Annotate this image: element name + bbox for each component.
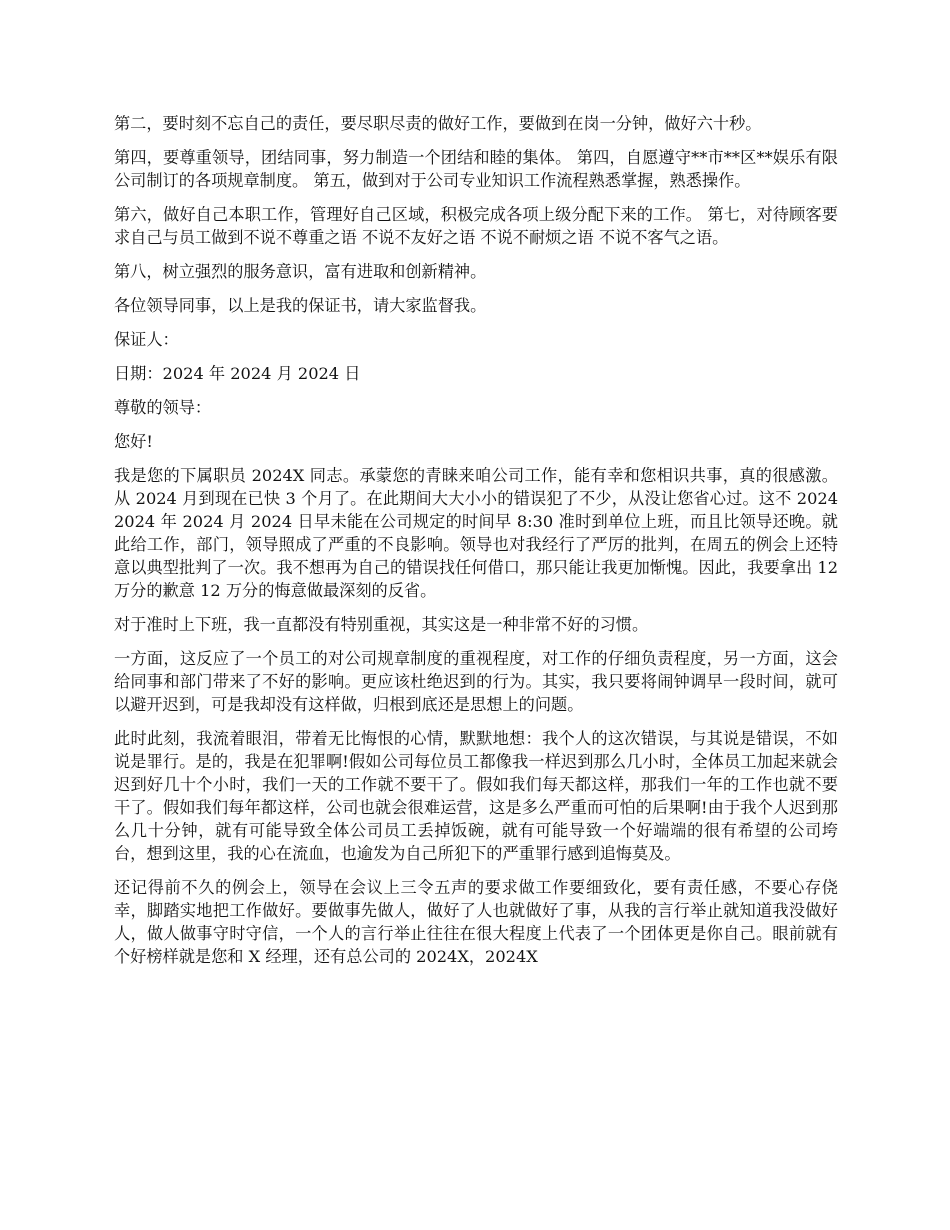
paragraph: 一方面，这反应了一个员工的对公司规章制度的重视程度，对工作的仔细负责程度，另一方面，这会给同事和部门带来了不好的影响。更应该杜绝迟到的行为。其实，我只要将闹钟调早一段时间，就可以避开迟到，可是我却没有这样做，归根到底还是思想上的问题。 xyxy=(114,649,838,714)
document-body xyxy=(114,112,838,979)
paragraph: 对于准时上下班，我一直都没有特别重视，其实这是一种非常不好的习惯。 xyxy=(114,615,649,634)
paragraph: 第六，做好自己本职工作，管理好自己区域，积极完成各项上级分配下来的工作。 第七，对待顾客要求自己与员工做到不说不尊重之语 不说不友好之语 不说不耐烦之语 不说不客气之语。 xyxy=(114,205,838,247)
guarantor-line: 保证人： xyxy=(114,330,179,349)
paragraph: 第二，要时刻不忘自己的责任，要尽职尽责的做好工作，要做到在岗一分钟，做好六十秒。 xyxy=(114,114,762,133)
greeting: 您好! xyxy=(114,432,153,451)
paragraph: 第八，树立强烈的服务意识，富有进取和创新精神。 xyxy=(114,262,487,281)
paragraph: 各位领导同事，以上是我的保证书，请大家监督我。 xyxy=(114,296,487,315)
paragraph: 我是您的下属职员 2024X 同志。承蒙您的青睐来咱公司工作，能有幸和您相识共事，真的很感激。从 2024 月到现在已快 3 个月了。在此期间大大小小的错误犯了不少，从没让您省心过。这不 20242024 年 2024 月 2024 日早未能在公司规定的时间早 8:30 准时到单位上班，而且比领导还晚。就此给工作，部门，领导照成了严重的不良影响。领导也对我经行了严厉的批判，在周五的例会上还特意以典型批判了一次。我不想再为自己的错误找任何借口，那只能让我更加惭愧。因此，我要拿出 12 万分的歉意 12 万分的悔意做最深刻的反省。 xyxy=(114,466,838,600)
paragraph: 第四，要尊重领导，团结同事，努力制造一个团结和睦的集体。 第四，自愿遵守**市**区**娱乐有限公司制订的各项规章制度。 第五，做到对于公司专业知识工作流程熟悉掌握，熟悉操作。 xyxy=(114,148,838,190)
paragraph: 此时此刻，我流着眼泪，带着无比悔恨的心情，默默地想：我个人的这次错误，与其说是错误，不如说是罪行。是的，我是在犯罪啊!假如公司每位员工都像我一样迟到那么几小时，全体员工加起来就会迟到好几十个小时，我们一天的工作就不要干了。假如我们每天都这样，那我们一年的工作也就不要干了。假如我们每年都这样，公司也就会很难运营，这是多么严重而可怕的后果啊!由于我个人迟到那么几十分钟，就有可能导致全体公司员工丢掉饭碗，就有可能导致一个好端端的很有希望的公司垮台，想到这里，我的心在流血，也逾发为自己所犯下的严重罪行感到追悔莫及。 xyxy=(114,729,838,863)
date-line: 日期：2024 年 2024 月 2024 日 xyxy=(114,364,361,383)
salutation: 尊敬的领导： xyxy=(114,398,212,417)
paragraph: 还记得前不久的例会上，领导在会议上三令五声的要求做工作要细致化，要有责任感，不要心存侥幸，脚踏实地把工作做好。要做事先做人，做好了人也就做好了事，从我的言行举止就知道我没做好人，做人做事守时守信，一个人的言行举止往往在很大程度上代表了一个团体更是你自己。眼前就有个好榜样就是您和 X 经理，还有总公司的 2024X，2024X xyxy=(114,878,838,966)
